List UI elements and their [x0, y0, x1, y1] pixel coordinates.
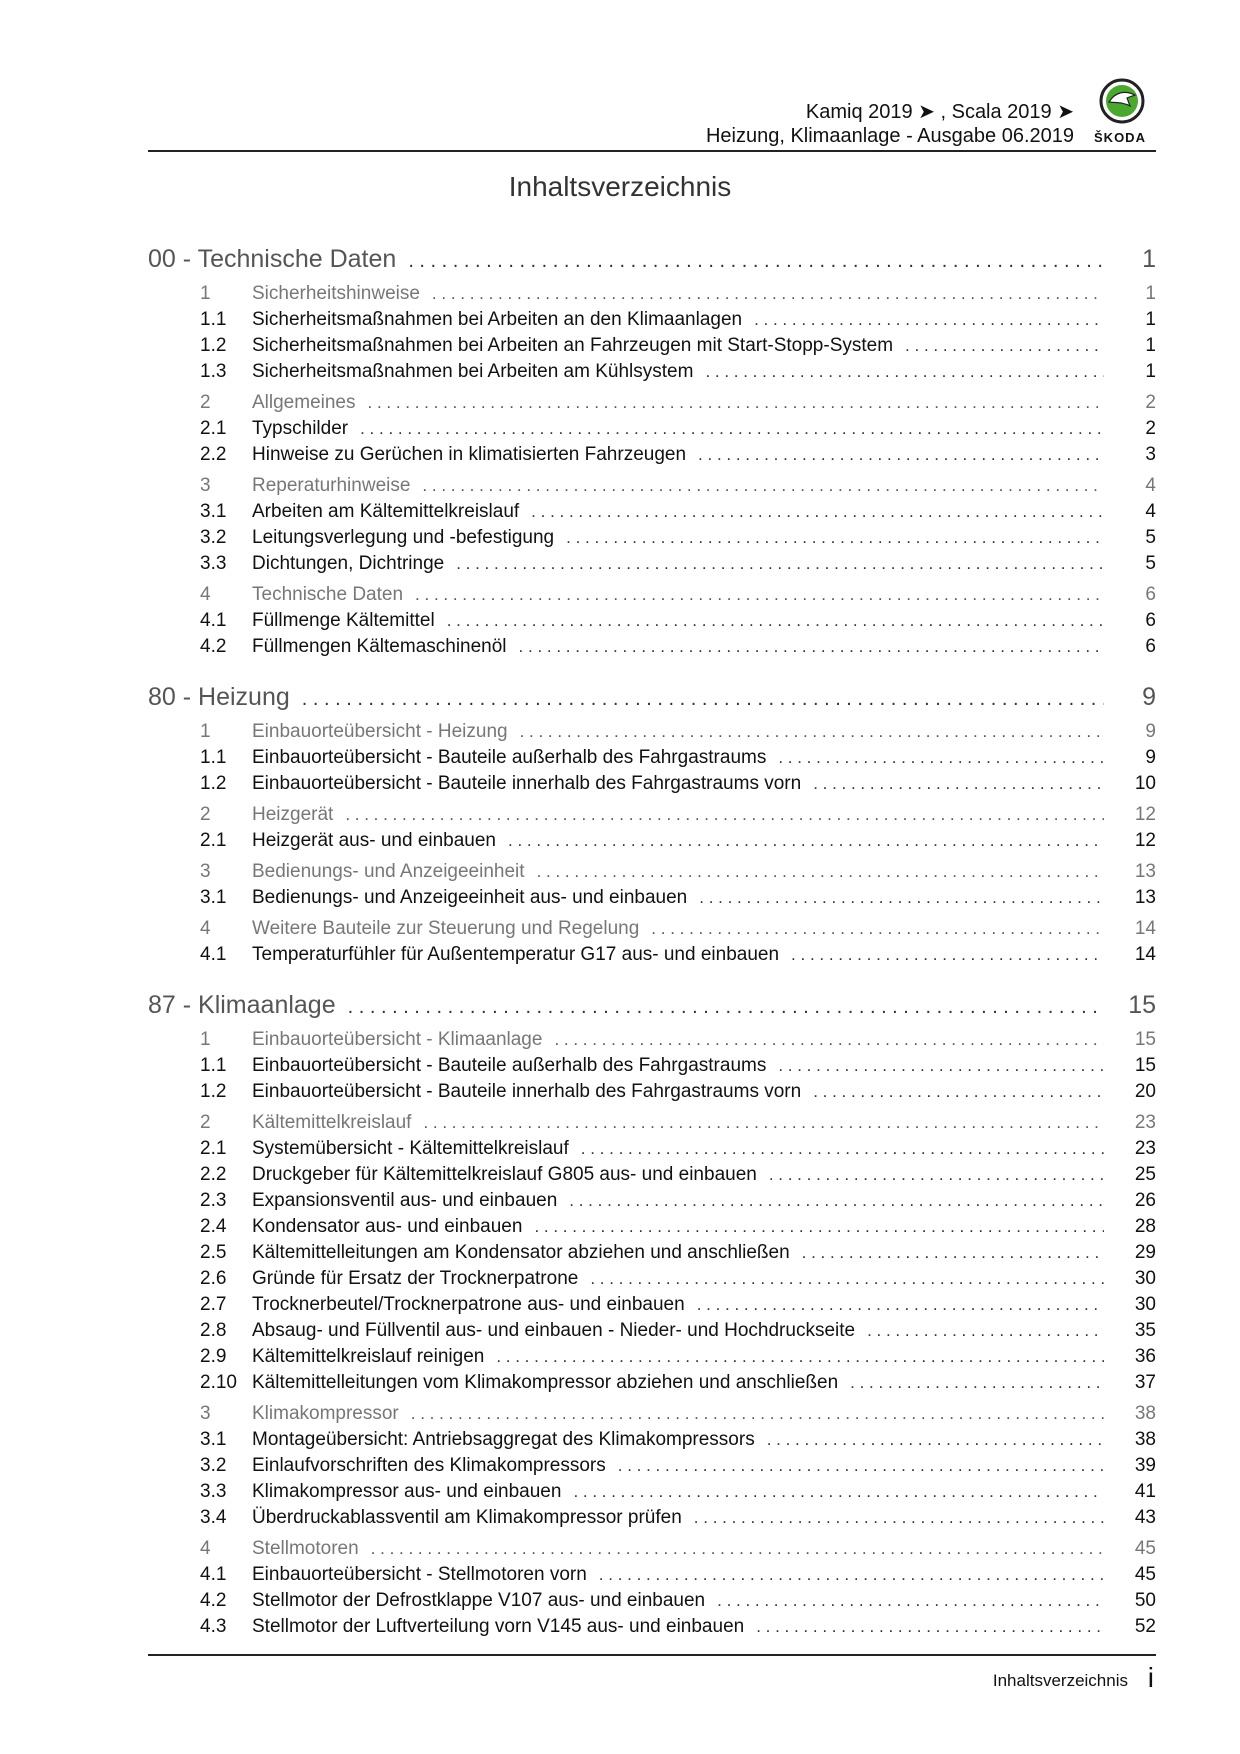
- toc-title: Leitungsverlegung und -befestigung: [252, 527, 555, 548]
- toc-page-number: 14: [1134, 944, 1156, 965]
- toc-page-number: 26: [1134, 1190, 1156, 1211]
- dot-leader: [415, 582, 1104, 608]
- toc-page-number: 12: [1134, 830, 1156, 851]
- toc-number: 1.3: [200, 361, 227, 382]
- dot-leader: [813, 771, 1104, 797]
- toc-title: Überdruckablassventil am Klimakompressor prüfen: [252, 1507, 682, 1528]
- toc-page-number: 30: [1134, 1268, 1156, 1289]
- table-of-contents: [148, 242, 1156, 1640]
- dot-leader: [754, 307, 1104, 333]
- toc-page-number: 9: [1145, 721, 1156, 742]
- toc-sub-row[interactable]: [148, 1614, 1156, 1640]
- dot-leader: [651, 916, 1104, 942]
- toc-sub-row[interactable]: [148, 499, 1156, 525]
- toc-page-number: 23: [1134, 1112, 1156, 1133]
- toc-sub-row[interactable]: [148, 942, 1156, 968]
- toc-page-number: 36: [1134, 1346, 1156, 1367]
- header-divider: [148, 150, 1156, 152]
- toc-page-number: 43: [1134, 1507, 1156, 1528]
- toc-page-number: 5: [1145, 553, 1156, 574]
- dot-leader: [531, 499, 1104, 525]
- dot-leader: [905, 333, 1104, 359]
- toc-title: Stellmotor der Defrostklappe V107 aus- und einbauen: [252, 1590, 706, 1611]
- toc-number: 4: [200, 584, 211, 605]
- toc-sub-row[interactable]: [148, 745, 1156, 771]
- toc-title: Hinweise zu Gerüchen in klimatisierten Fahrzeugen: [252, 444, 687, 465]
- dot-leader: [345, 802, 1104, 828]
- dot-leader: [519, 634, 1104, 660]
- toc-number: 2.3: [200, 1190, 227, 1211]
- dot-leader: [456, 551, 1104, 577]
- toc-title: Einbauorteübersicht - Bauteile innerhalb des Fahrgastraums vorn: [252, 1081, 802, 1102]
- dot-leader: [778, 745, 1104, 771]
- toc-title: Sicherheitsmaßnahmen bei Arbeiten an den Klimaanlagen: [252, 309, 743, 330]
- dot-leader: [791, 942, 1104, 968]
- toc-page-number: 23: [1134, 1138, 1156, 1159]
- footer-page-number: i: [1147, 1662, 1154, 1693]
- toc-sub-row[interactable]: [148, 771, 1156, 797]
- toc-title: Heizgerät aus- und einbauen: [252, 830, 497, 851]
- toc-number: 2.7: [200, 1294, 227, 1315]
- toc-page-number: 12: [1134, 804, 1156, 825]
- toc-title: Kältemittelleitungen am Kondensator abziehen und anschließen: [252, 1242, 790, 1263]
- toc-number: 1: [200, 283, 211, 304]
- toc-number: 4.2: [200, 1590, 227, 1611]
- toc-number: 2: [200, 392, 211, 413]
- toc-page-number: 14: [1134, 918, 1156, 939]
- dot-leader: [599, 1562, 1104, 1588]
- toc-page-number: 2: [1145, 392, 1156, 413]
- toc-title: Kältemittelkreislauf reinigen: [252, 1346, 485, 1367]
- toc-title: Stellmotor der Luftverteilung vorn V145 aus- und einbauen: [252, 1616, 745, 1637]
- toc-page-number: 1: [1145, 283, 1156, 304]
- toc-sub-row[interactable]: [148, 1162, 1156, 1188]
- toc-chapter-row[interactable]: [148, 988, 1156, 1022]
- toc-number: 1.1: [200, 1055, 227, 1076]
- toc-page-number: 25: [1134, 1164, 1156, 1185]
- toc-page-number: 4: [1145, 501, 1156, 522]
- toc-sub-row[interactable]: [148, 828, 1156, 854]
- page-title: Inhaltsverzeichnis: [508, 171, 732, 202]
- toc-number: 4: [200, 1538, 211, 1559]
- toc-number: 4.1: [200, 610, 227, 631]
- dot-leader: [767, 1427, 1104, 1453]
- toc-title: Dichtungen, Dichtringe: [252, 553, 445, 574]
- toc-page-number: 1: [1142, 245, 1156, 273]
- dot-leader: [618, 1453, 1104, 1479]
- header-models: Kamiq 2019 ➤ , Scala 2019 ➤: [805, 101, 1074, 123]
- toc-number: 2.6: [200, 1268, 227, 1289]
- toc-number: 3: [200, 475, 211, 496]
- toc-chapter-row[interactable]: [148, 680, 1156, 714]
- toc-sub-row[interactable]: [148, 442, 1156, 468]
- toc-page-number: 10: [1134, 773, 1156, 794]
- toc-section-row[interactable]: [148, 916, 1156, 942]
- dot-leader: [569, 1188, 1104, 1214]
- toc-number: 1: [200, 721, 211, 742]
- toc-sub-row[interactable]: [148, 1370, 1156, 1396]
- toc-page-number: 45: [1134, 1538, 1156, 1559]
- dot-leader: [508, 828, 1104, 854]
- dot-leader: [423, 1110, 1104, 1136]
- toc-title: Systemübersicht - Kältemittelkreislauf: [252, 1138, 569, 1159]
- toc-sub-row[interactable]: [148, 359, 1156, 385]
- toc-number: 2.2: [200, 444, 227, 465]
- toc-number: 2: [200, 1112, 211, 1133]
- dot-leader: [867, 1318, 1104, 1344]
- toc-section-row[interactable]: [148, 1401, 1156, 1427]
- toc-sub-row[interactable]: [148, 1240, 1156, 1266]
- toc-title: Einbauorteübersicht - Klimaanlage: [252, 1029, 543, 1050]
- toc-number: 1: [200, 1029, 211, 1050]
- toc-page-number: 39: [1134, 1455, 1156, 1476]
- toc-number: 2.8: [200, 1320, 227, 1341]
- dot-leader: [698, 442, 1104, 468]
- dot-leader: [447, 608, 1104, 634]
- toc-number: 3: [200, 1403, 211, 1424]
- toc-title: Einbauorteübersicht - Bauteile innerhalb des Fahrgastraums vorn: [252, 773, 802, 794]
- toc-page-number: 35: [1134, 1320, 1156, 1341]
- toc-sub-row[interactable]: [148, 1318, 1156, 1344]
- toc-title: Einlaufvorschriften des Klimakompressors: [252, 1455, 606, 1476]
- dot-leader: [769, 1162, 1104, 1188]
- toc-sub-row[interactable]: [148, 1505, 1156, 1531]
- dot-leader: [694, 1505, 1104, 1531]
- toc-sub-row[interactable]: [148, 1292, 1156, 1318]
- dot-leader: [756, 1614, 1104, 1640]
- toc-section-row[interactable]: [148, 859, 1156, 885]
- toc-number: 1.2: [200, 1081, 227, 1102]
- toc-title: Stellmotoren: [252, 1538, 359, 1559]
- toc-page-number: 2: [1145, 418, 1156, 439]
- toc-number: 4.1: [200, 944, 227, 965]
- toc-number: 3.2: [200, 1455, 227, 1476]
- toc-title: 80 - Heizung: [148, 683, 290, 711]
- toc-page-number: 15: [1134, 1055, 1156, 1076]
- toc-number: 3.3: [200, 553, 227, 574]
- dot-leader: [717, 1588, 1104, 1614]
- toc-page-number: 50: [1134, 1590, 1156, 1611]
- toc-page-number: 1: [1145, 361, 1156, 382]
- toc-section-row[interactable]: [148, 1536, 1156, 1562]
- toc-number: 2.5: [200, 1242, 227, 1263]
- toc-title: Bedienungs- und Anzeigeeinheit: [252, 861, 525, 882]
- toc-sub-row[interactable]: [148, 1479, 1156, 1505]
- toc-title: Allgemeines: [252, 392, 356, 413]
- dot-leader: [348, 990, 1104, 1024]
- dot-leader: [408, 244, 1104, 278]
- toc-title: Sicherheitshinweise: [252, 283, 420, 304]
- toc-number: 1.2: [200, 335, 227, 356]
- header-text: [706, 100, 1074, 148]
- toc-section-row[interactable]: [148, 473, 1156, 499]
- toc-number: 1.1: [200, 309, 227, 330]
- toc-title: Kältemittelkreislauf: [252, 1112, 412, 1133]
- dot-leader: [581, 1136, 1104, 1162]
- toc-page-number: 9: [1142, 683, 1156, 711]
- toc-number: 2.1: [200, 830, 227, 851]
- toc-number: 3.4: [200, 1507, 227, 1528]
- dot-leader: [302, 682, 1104, 716]
- dot-leader: [537, 859, 1104, 885]
- toc-sub-row[interactable]: [148, 885, 1156, 911]
- toc-sub-row[interactable]: [148, 1079, 1156, 1105]
- toc-sub-row[interactable]: [148, 1453, 1156, 1479]
- toc-number: 4.2: [200, 636, 227, 657]
- toc-page-number: 41: [1134, 1481, 1156, 1502]
- toc-title: Sicherheitsmaßnahmen bei Arbeiten am Kühlsystem: [252, 361, 694, 382]
- brand-name: ŠKODA: [1094, 130, 1146, 145]
- toc-sub-row[interactable]: [148, 1188, 1156, 1214]
- toc-section-row[interactable]: [148, 281, 1156, 307]
- toc-sub-row[interactable]: [148, 608, 1156, 634]
- toc-page-number: 45: [1134, 1564, 1156, 1585]
- toc-number: 3.1: [200, 501, 227, 522]
- toc-page-number: 38: [1134, 1429, 1156, 1450]
- toc-title: Typschilder: [252, 418, 349, 439]
- toc-title: Weitere Bauteile zur Steuerung und Regelung: [252, 918, 640, 939]
- toc-sub-row[interactable]: [148, 1344, 1156, 1370]
- toc-sub-row[interactable]: [148, 416, 1156, 442]
- toc-sub-row[interactable]: [148, 634, 1156, 660]
- toc-sub-row[interactable]: [148, 1053, 1156, 1079]
- toc-title: Kondensator aus- und einbauen: [252, 1216, 523, 1237]
- page-header: [148, 76, 1156, 152]
- toc-page-number: 13: [1134, 887, 1156, 908]
- toc-section-row[interactable]: [148, 1110, 1156, 1136]
- dot-leader: [566, 525, 1104, 551]
- footer-divider: [148, 1654, 1156, 1656]
- toc-title: Trocknerbeutel/Trocknerpatrone aus- und einbauen: [252, 1294, 685, 1315]
- toc-number: 1.2: [200, 773, 227, 794]
- toc-page-number: 52: [1134, 1616, 1156, 1637]
- toc-number: 3.1: [200, 1429, 227, 1450]
- toc-number: 2: [200, 804, 211, 825]
- toc-page-number: 28: [1134, 1216, 1156, 1237]
- toc-number: 3.1: [200, 887, 227, 908]
- toc-title: Klimakompressor: [252, 1403, 399, 1424]
- skoda-arrow-icon: [1099, 78, 1145, 124]
- toc-title: Bedienungs- und Anzeigeeinheit aus- und einbauen: [252, 887, 688, 908]
- toc-sub-row[interactable]: [148, 307, 1156, 333]
- toc-section-row[interactable]: [148, 390, 1156, 416]
- toc-title: Einbauorteübersicht - Bauteile außerhalb des Fahrgastraums: [252, 747, 767, 768]
- dot-leader: [778, 1053, 1104, 1079]
- toc-title: Klimakompressor aus- und einbauen: [252, 1481, 562, 1502]
- toc-sub-row[interactable]: [148, 1214, 1156, 1240]
- toc-number: 2.2: [200, 1164, 227, 1185]
- dot-leader: [432, 281, 1104, 307]
- toc-page-number: 13: [1134, 861, 1156, 882]
- toc-page-number: 6: [1145, 636, 1156, 657]
- toc-title: Füllmengen Kältemaschinenöl: [252, 636, 507, 657]
- dot-leader: [422, 473, 1104, 499]
- toc-sub-row[interactable]: [148, 1136, 1156, 1162]
- toc-sub-row[interactable]: [148, 1588, 1156, 1614]
- dot-leader: [554, 1027, 1104, 1053]
- toc-title: Gründe für Ersatz der Trocknerpatrone: [252, 1268, 579, 1289]
- toc-title: Druckgeber für Kältemittelkreislauf G805 aus- und einbauen: [252, 1164, 757, 1185]
- toc-title: Montageübersicht: Antriebsaggregat des Klimakompressors: [252, 1429, 755, 1450]
- toc-title: Einbauorteübersicht - Bauteile außerhalb des Fahrgastraums: [252, 1055, 767, 1076]
- toc-chapter-row[interactable]: [148, 242, 1156, 276]
- toc-title: Absaug- und Füllventil aus- und einbauen - Nieder- und Hochdruckseite: [252, 1320, 856, 1341]
- toc-section-row[interactable]: [148, 582, 1156, 608]
- dot-leader: [411, 1401, 1104, 1427]
- dot-leader: [802, 1240, 1104, 1266]
- toc-page-number: 15: [1128, 991, 1156, 1019]
- toc-page-number: 3: [1145, 444, 1156, 465]
- toc-number: 3.2: [200, 527, 227, 548]
- toc-page-number: 15: [1134, 1029, 1156, 1050]
- toc-title: Heizgerät: [252, 804, 334, 825]
- dot-leader: [573, 1479, 1104, 1505]
- toc-section-row[interactable]: [148, 719, 1156, 745]
- dot-leader: [520, 719, 1104, 745]
- toc-number: 3.3: [200, 1481, 227, 1502]
- footer-label: Inhaltsverzeichnis: [992, 1671, 1128, 1690]
- toc-title: 87 - Klimaanlage: [148, 991, 336, 1019]
- toc-number: 4.3: [200, 1616, 227, 1637]
- dot-leader: [496, 1344, 1104, 1370]
- toc-sub-row[interactable]: [148, 1266, 1156, 1292]
- toc-page-number: 1: [1145, 335, 1156, 356]
- toc-section-row[interactable]: [148, 1027, 1156, 1053]
- dot-leader: [368, 390, 1105, 416]
- toc-page-number: 29: [1134, 1242, 1156, 1263]
- dot-leader: [697, 1292, 1104, 1318]
- toc-sub-row[interactable]: [148, 333, 1156, 359]
- toc-number: 3: [200, 861, 211, 882]
- dot-leader: [705, 359, 1104, 385]
- toc-number: 2.10: [200, 1372, 237, 1393]
- toc-number: 2.9: [200, 1346, 227, 1367]
- toc-title: Arbeiten am Kältemittelkreislauf: [252, 501, 520, 522]
- toc-number: 1.1: [200, 747, 227, 768]
- toc-sub-row[interactable]: [148, 551, 1156, 577]
- toc-page-number: 1: [1145, 309, 1156, 330]
- toc-title: Technische Daten: [252, 584, 404, 605]
- toc-title: Einbauorteübersicht - Heizung: [252, 721, 508, 742]
- toc-page-number: 9: [1145, 747, 1156, 768]
- dot-leader: [813, 1079, 1104, 1105]
- toc-page-number: 5: [1145, 527, 1156, 548]
- toc-page-number: 6: [1145, 584, 1156, 605]
- toc-title: Reperaturhinweise: [252, 475, 411, 496]
- dot-leader: [534, 1214, 1104, 1240]
- toc-title: Einbauorteübersicht - Stellmotoren vorn: [252, 1564, 587, 1585]
- toc-number: 2.1: [200, 1138, 227, 1159]
- dot-leader: [699, 885, 1104, 911]
- dot-leader: [850, 1370, 1104, 1396]
- toc-title: Kältemittelleitungen vom Klimakompressor abziehen und anschließen: [252, 1372, 839, 1393]
- toc-number: 2.4: [200, 1216, 227, 1237]
- toc-sub-row[interactable]: [148, 1562, 1156, 1588]
- toc-sub-row[interactable]: [148, 1427, 1156, 1453]
- toc-title: Sicherheitsmaßnahmen bei Arbeiten an Fahrzeugen mit Start-Stopp-System: [252, 335, 894, 356]
- toc-page-number: 20: [1134, 1081, 1156, 1102]
- toc-page-number: 4: [1145, 475, 1156, 496]
- toc-section-row[interactable]: [148, 802, 1156, 828]
- dot-leader: [371, 1536, 1104, 1562]
- dot-leader: [360, 416, 1104, 442]
- toc-number: 4.1: [200, 1564, 227, 1585]
- toc-title: 00 - Technische Daten: [148, 245, 397, 273]
- toc-number: 4: [200, 918, 211, 939]
- toc-page-number: 38: [1134, 1403, 1156, 1424]
- toc-number: 2.1: [200, 418, 227, 439]
- toc-title: Füllmenge Kältemittel: [252, 610, 435, 631]
- header-edition: Heizung, Klimaanlage - Ausgabe 06.2019: [705, 125, 1074, 147]
- skoda-logo: [1084, 76, 1156, 148]
- dot-leader: [590, 1266, 1104, 1292]
- toc-title: Expansionsventil aus- und einbauen: [252, 1190, 558, 1211]
- toc-title: Temperaturfühler für Außentemperatur G17 aus- und einbauen: [252, 944, 780, 965]
- toc-page-number: 6: [1145, 610, 1156, 631]
- toc-sub-row[interactable]: [148, 525, 1156, 551]
- toc-page-number: 37: [1134, 1372, 1156, 1393]
- toc-page-number: 30: [1134, 1294, 1156, 1315]
